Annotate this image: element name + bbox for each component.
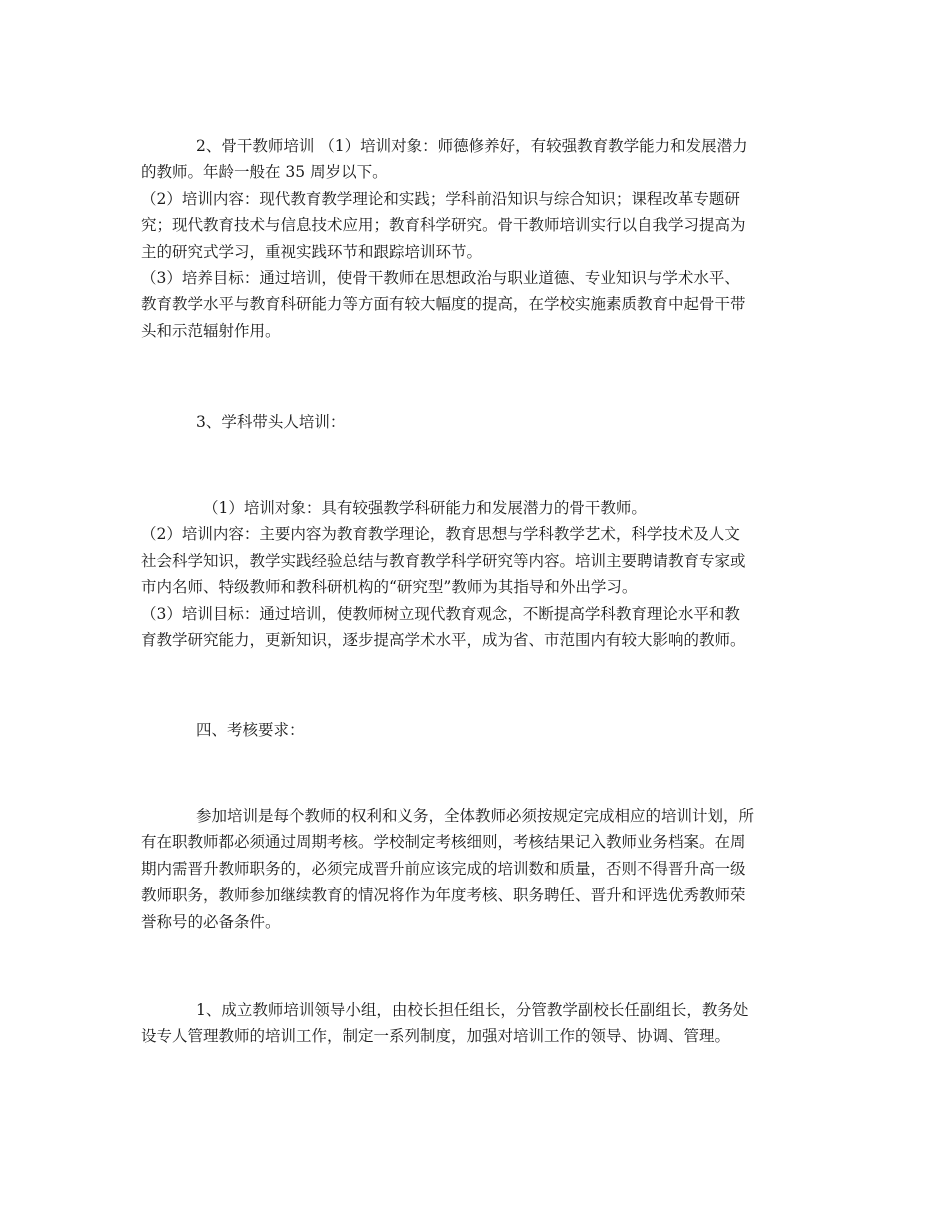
text-line: （1）培训对象：具有较强教学科研能力和发展潜力的骨干教师。 [203, 499, 647, 517]
text-line: 誉称号的必备条件。 [141, 912, 281, 931]
text-line: 头和示范辐射作用。 [141, 321, 281, 340]
assessment-paragraph [141, 803, 811, 935]
heading-line: 四、考核要求： [196, 721, 305, 739]
text-line: （3）培养目标：通过培训，使骨干教师在思想政治与职业道德、专业知识与学术水平、 [141, 269, 740, 288]
text-line: 1、成立教师培训领导小组，由校长担任组长，分管教学副校长任副组长，教务处 [196, 1001, 749, 1019]
text-line: 教育教学水平与教育科研能力等方面有较大幅度的提高，在学校实施素质教育中起骨干带 [141, 295, 746, 314]
text-line: 市内名师、特级教师和教科研机构的“研究型”教师为其指导和外出学习。 [141, 578, 638, 597]
backbone-teacher-training-paragraph [141, 133, 811, 344]
text-line: 有在职教师都必须通过周期考核。学校制定考核细则，考核结果记入教师业务档案。在周 [141, 833, 746, 852]
assessment-heading [141, 717, 811, 743]
text-line: 2、骨干教师培训 （1）培训对象：师德修养好，有较强教育教学能力和发展潜力 [196, 137, 748, 155]
text-line: 的教师。年龄一般在 35 周岁以下。 [141, 163, 388, 182]
text-line: 主的研究式学习，重视实践环节和跟踪培训环节。 [141, 242, 483, 261]
leadership-group-paragraph [141, 997, 811, 1050]
text-line: 育教学研究能力，更新知识，逐步提高学术水平，成为省、市范围内有较大影响的教师。 [141, 631, 746, 650]
subject-leader-training-paragraph [141, 495, 811, 653]
text-line: （2）培训内容：现代教育教学理论和实践；学科前沿知识与综合知识；课程改革专题研 [141, 189, 740, 208]
text-line: （2）培训内容：主要内容为教育教学理论，教育思想与学科教学艺术，科学技术及人文 [141, 525, 740, 544]
text-line: （3）培训目标：通过培训，使教师树立现代教育观念，不断提高学科教育理论水平和教 [141, 604, 740, 623]
subject-leader-heading [141, 409, 811, 435]
text-line: 设专人管理教师的培训工作，制定一系列制度，加强对培训工作的领导、协调、管理。 [141, 1027, 731, 1046]
text-line: 究；现代教育技术与信息技术应用；教育科学研究。骨干教师培训实行以自我学习提高为 [141, 216, 746, 235]
text-line: 社会科学知识，教学实践经验总结与教育教学科学研究等内容。培训主要聘请教育专家或 [141, 551, 746, 570]
text-line: 教师职务，教师参加继续教育的情况将作为年度考核、职务聘任、晋升和评选优秀教师荣 [141, 886, 746, 905]
text-line: 期内需晋升教师职务的，必须完成晋升前应该完成的培训数和质量，否则不得晋升高一级 [141, 859, 746, 878]
heading-line: 3、学科带头人培训： [196, 413, 346, 431]
text-line: 参加培训是每个教师的权利和义务，全体教师必须按规定完成相应的培训计划，所 [196, 807, 755, 825]
